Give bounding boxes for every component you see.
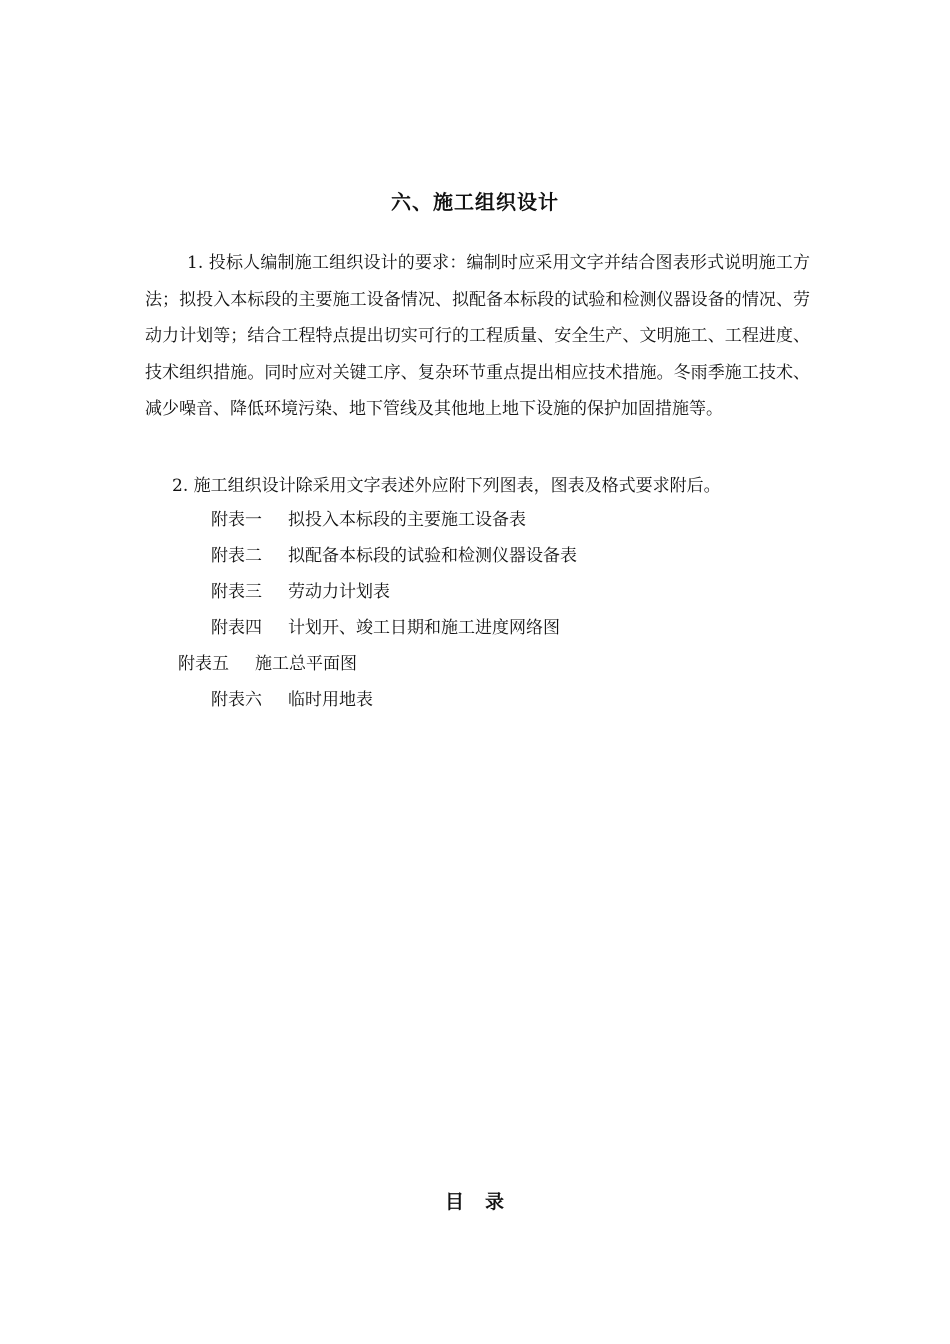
appendix-text: 计划开、竣工日期和施工进度网络图 bbox=[288, 618, 560, 638]
appendix-item-2 bbox=[211, 544, 577, 568]
appendix-intro-paragraph: 2. 施工组织设计除采用文字表述外应附下列图表，图表及格式要求附后。 bbox=[172, 476, 721, 496]
appendix-item-4 bbox=[211, 616, 560, 640]
appendix-item-5 bbox=[178, 652, 357, 676]
appendix-label: 附表六 bbox=[211, 690, 262, 710]
appendix-label: 附表一 bbox=[211, 510, 262, 530]
appendix-text: 拟投入本标段的主要施工设备表 bbox=[288, 510, 526, 530]
appendix-text: 临时用地表 bbox=[288, 690, 373, 710]
appendix-label: 附表三 bbox=[211, 582, 262, 602]
section-title: 六、施工组织设计 bbox=[391, 190, 559, 214]
appendix-item-1 bbox=[211, 508, 526, 532]
appendix-text: 劳动力计划表 bbox=[288, 582, 390, 602]
appendix-label: 附表二 bbox=[211, 546, 262, 566]
appendix-item-6 bbox=[211, 688, 373, 712]
appendix-text: 施工总平面图 bbox=[255, 654, 357, 674]
appendix-label: 附表五 bbox=[178, 654, 229, 674]
toc-title: 目 录 bbox=[444, 1191, 505, 1213]
appendix-label: 附表四 bbox=[211, 618, 262, 638]
appendix-text: 拟配备本标段的试验和检测仪器设备表 bbox=[288, 546, 577, 566]
appendix-item-3 bbox=[211, 580, 390, 604]
requirements-paragraph: 1. 投标人编制施工组织设计的要求：编制时应采用文字并结合图表形式说明施工方法；拟投入本标段的主要施工设备情况、拟配备本标段的试验和检测仪器设备的情况、劳动力计划等；结合工程特点提出切实可行的工程质量、安全生产、文明施工、工程进度、技术组织措施。同时应对关键工序、复杂环节重点提出相应技术措施。冬雨季施工技术、减少噪音、降低环境污染、地下管线及其他地上地下设施的保护加固措施等。 bbox=[145, 253, 810, 419]
